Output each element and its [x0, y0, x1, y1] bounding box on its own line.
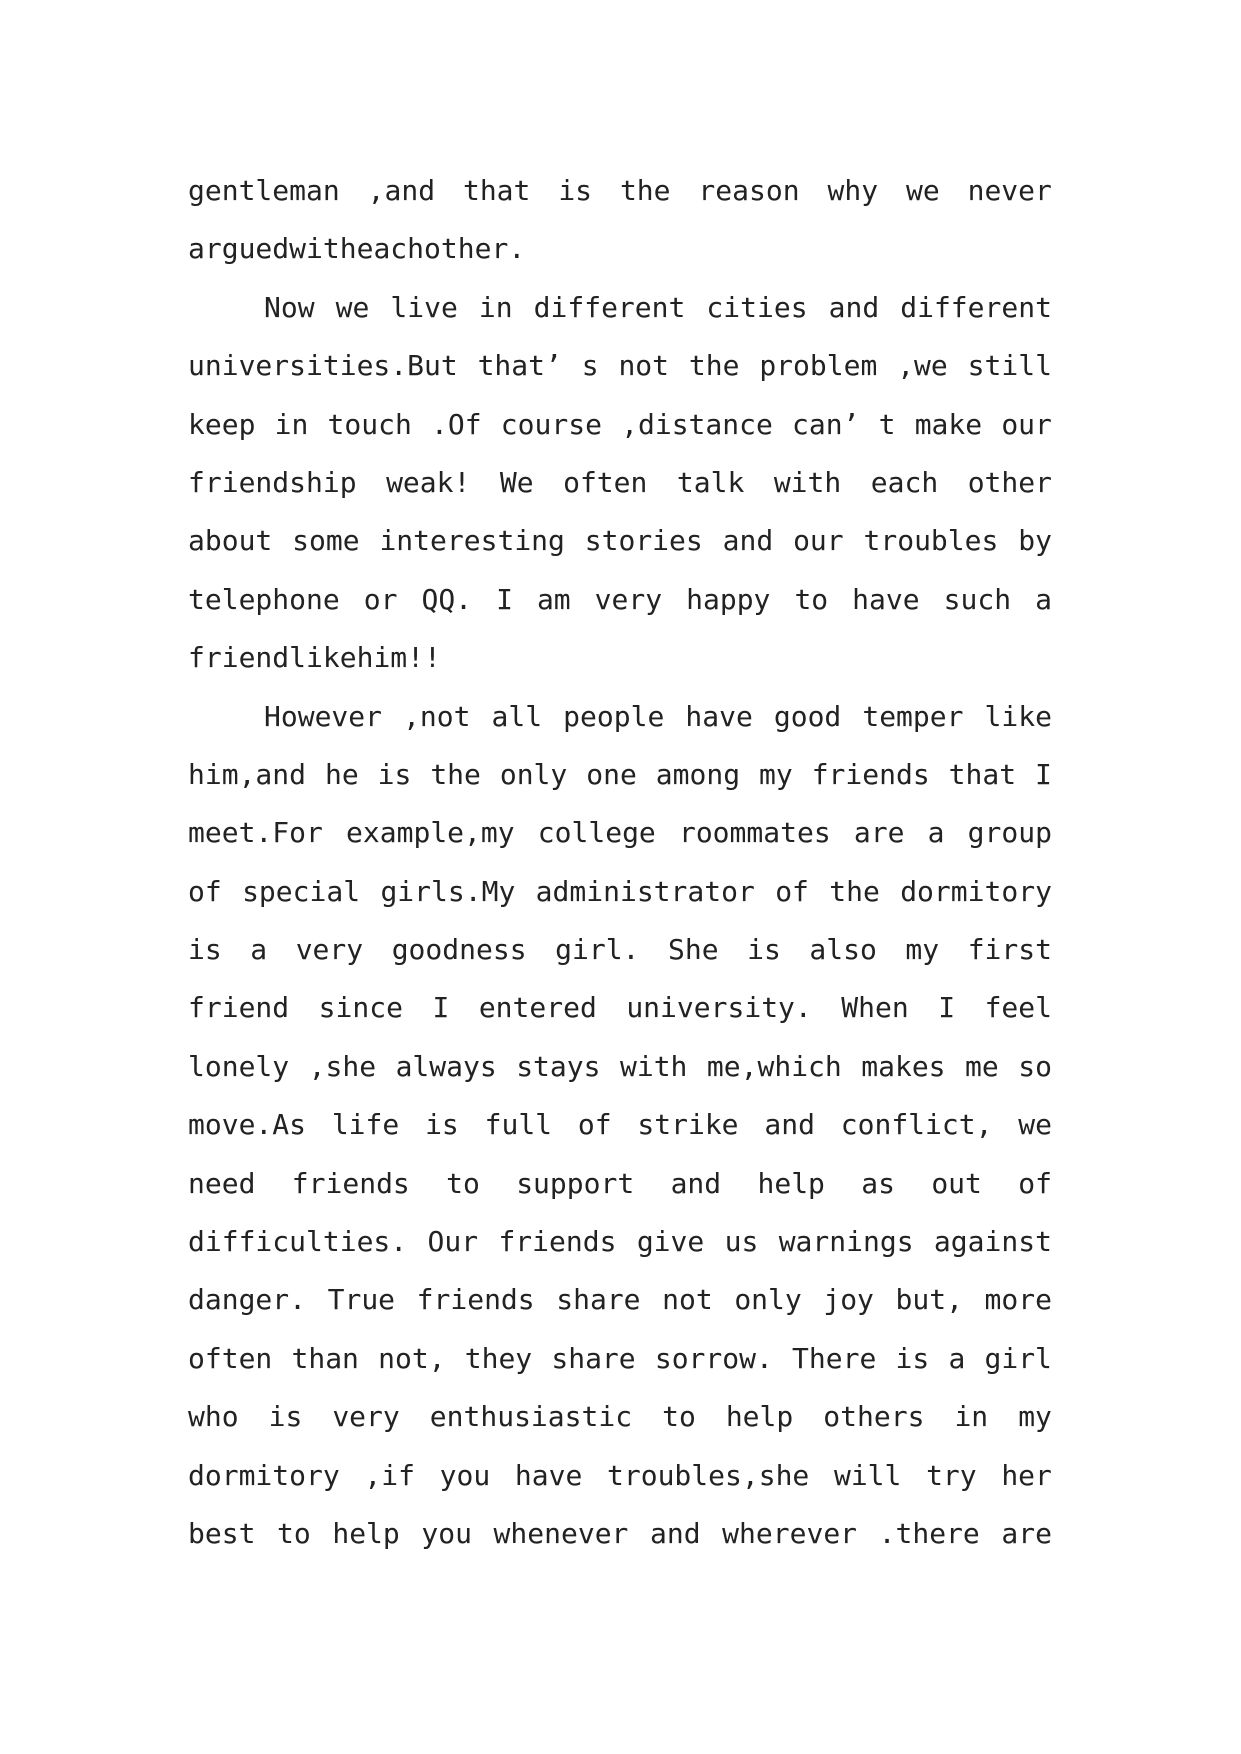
- word: like: [289, 641, 357, 675]
- word: I: [496, 582, 513, 616]
- word: stories: [584, 524, 703, 558]
- word: dormitory: [188, 1458, 340, 1492]
- word: help: [725, 1400, 794, 1434]
- word: such: [943, 582, 1012, 616]
- word: the: [430, 757, 481, 791]
- word: of: [577, 1108, 612, 1142]
- word: meet.For: [188, 816, 323, 850]
- word: they: [464, 1341, 533, 1375]
- text-line: [188, 337, 1052, 395]
- word: have: [852, 582, 920, 616]
- word: I: [432, 991, 450, 1025]
- word: why: [827, 174, 879, 207]
- word: only: [499, 757, 568, 791]
- word: QQ.: [421, 582, 473, 616]
- word: girl.: [555, 933, 640, 967]
- word: ,distance: [621, 407, 773, 441]
- word: keep: [188, 407, 256, 441]
- text-line: [188, 1038, 1052, 1096]
- word: of: [775, 874, 809, 908]
- word: girls.My: [380, 874, 516, 908]
- word: is: [188, 933, 222, 967]
- word: very: [594, 582, 663, 616]
- word: troubles,she: [607, 1458, 810, 1492]
- text-line: [188, 1447, 1052, 1505]
- word: us: [724, 1225, 759, 1259]
- word: with: [619, 1049, 688, 1083]
- word: we: [335, 290, 370, 324]
- word: problem: [759, 349, 878, 383]
- word: girl: [984, 1341, 1052, 1375]
- word: other: [967, 465, 1052, 499]
- word: I: [938, 991, 956, 1025]
- word: to: [446, 1166, 480, 1200]
- word: We: [499, 465, 534, 499]
- word: we: [1018, 1108, 1052, 1142]
- word: have: [685, 699, 753, 733]
- word: ,not: [403, 699, 471, 733]
- word: with: [773, 465, 842, 499]
- word: support: [516, 1166, 635, 1200]
- word: my: [759, 757, 793, 791]
- word: roommates: [678, 816, 831, 850]
- word: dormitory: [900, 874, 1052, 908]
- word: Our: [427, 1225, 479, 1259]
- word: enthusiastic: [429, 1400, 633, 1434]
- text-line: [188, 279, 1052, 337]
- word: difficulties.: [188, 1225, 408, 1259]
- word: interesting: [379, 524, 565, 558]
- word: is: [268, 1400, 303, 1434]
- word: help: [757, 1166, 825, 1200]
- word: example,my: [346, 816, 515, 850]
- word: gentleman: [188, 174, 340, 207]
- word: more: [984, 1283, 1052, 1317]
- word: makes: [861, 1049, 946, 1083]
- word: touch: [327, 407, 412, 441]
- word: in: [274, 407, 309, 441]
- word: Now: [264, 290, 315, 324]
- word: different: [900, 290, 1052, 324]
- word: telephone: [188, 582, 340, 616]
- word: against: [933, 1225, 1052, 1259]
- word: other: [424, 232, 509, 266]
- word: him,and: [188, 757, 307, 791]
- word: entered: [478, 991, 597, 1025]
- word: one: [586, 757, 637, 791]
- word: and: [670, 1166, 722, 1200]
- text-line: [188, 162, 1052, 220]
- word: wherever: [722, 1516, 858, 1550]
- word: whenever: [493, 1516, 629, 1550]
- word: .there: [878, 1516, 980, 1550]
- word: very: [332, 1400, 400, 1434]
- text-line: [188, 688, 1052, 746]
- word: the: [829, 874, 880, 908]
- word: me,which: [706, 1049, 842, 1083]
- word: t: [878, 407, 896, 441]
- word: all: [491, 699, 543, 733]
- word: is: [747, 933, 781, 967]
- word: out: [931, 1166, 982, 1200]
- word: about: [188, 524, 273, 558]
- word: by: [1018, 524, 1052, 558]
- word: weak!: [386, 465, 471, 499]
- word: ,if: [364, 1458, 415, 1492]
- word: ,and: [367, 174, 436, 207]
- word: and: [722, 524, 774, 558]
- word: some: [292, 524, 360, 558]
- word: our: [1001, 407, 1052, 441]
- word: often: [563, 465, 648, 499]
- word: the: [688, 349, 740, 383]
- text-line: [188, 454, 1052, 512]
- text-line: [188, 220, 1052, 278]
- word: we: [905, 174, 940, 207]
- word: administrator: [535, 874, 755, 908]
- word: course: [500, 407, 602, 441]
- word: friends: [498, 1225, 617, 1259]
- word: help: [332, 1516, 400, 1550]
- word: so: [1018, 1049, 1052, 1083]
- word: not: [662, 1283, 713, 1317]
- word: that: [948, 757, 1017, 791]
- word: is: [895, 1341, 930, 1375]
- word: temper: [862, 699, 964, 733]
- text-line: [188, 1330, 1052, 1388]
- word: or: [363, 582, 398, 616]
- word: True: [327, 1283, 396, 1317]
- word: and: [764, 1108, 815, 1142]
- word: you: [421, 1516, 472, 1550]
- word: than: [291, 1341, 359, 1375]
- text-line: [188, 1271, 1052, 1329]
- word: are: [1001, 1516, 1052, 1550]
- word: not: [618, 349, 670, 383]
- word: make: [914, 407, 983, 441]
- word: him!!: [356, 641, 441, 675]
- word: group: [967, 816, 1052, 850]
- word: who: [188, 1400, 239, 1434]
- word: strike: [637, 1108, 739, 1142]
- word: that’: [477, 349, 562, 383]
- word: friend: [188, 641, 290, 675]
- word: troubles: [863, 524, 999, 558]
- word: She: [667, 933, 719, 967]
- text-line: [188, 746, 1052, 804]
- word: stays: [516, 1049, 601, 1083]
- word: life: [331, 1108, 400, 1142]
- word: feel: [984, 991, 1052, 1025]
- text-line: [188, 1505, 1052, 1563]
- word: very: [295, 933, 364, 967]
- word: the: [619, 174, 671, 207]
- word: as: [861, 1166, 895, 1200]
- word: in: [478, 290, 513, 324]
- word: each: [870, 465, 939, 499]
- text-line: [188, 512, 1052, 570]
- text-line: [188, 804, 1052, 862]
- word: conflict,: [840, 1108, 993, 1142]
- word: different: [533, 290, 686, 324]
- word: reason: [698, 174, 800, 207]
- word: warnings: [778, 1225, 914, 1259]
- text-line: [188, 1213, 1052, 1271]
- word: joy: [823, 1283, 874, 1317]
- word: is: [377, 757, 412, 791]
- word: to: [794, 582, 829, 616]
- word: argued: [188, 232, 290, 266]
- text-line: [188, 1388, 1052, 1446]
- word: s: [581, 349, 599, 383]
- word: share: [556, 1283, 641, 1317]
- word: universities.But: [188, 349, 458, 383]
- word: sorrow.: [654, 1341, 773, 1375]
- word: college: [537, 816, 656, 850]
- word: others: [823, 1400, 925, 1434]
- word: happy: [686, 582, 771, 616]
- word: danger.: [188, 1283, 307, 1317]
- word: full: [484, 1108, 553, 1142]
- word: lonely: [188, 1049, 290, 1083]
- word: he: [324, 757, 359, 791]
- text-line: [188, 1155, 1052, 1213]
- word: my: [1018, 1400, 1052, 1434]
- word: never: [967, 174, 1052, 207]
- word: but,: [895, 1283, 963, 1317]
- word: When: [841, 991, 909, 1025]
- word: best: [188, 1516, 256, 1550]
- word: since: [318, 991, 403, 1025]
- word: to: [277, 1516, 311, 1550]
- word: university.: [626, 991, 812, 1025]
- word: that: [462, 174, 531, 207]
- word: not,: [378, 1341, 446, 1375]
- word: friendship: [188, 465, 357, 499]
- word: talk: [676, 465, 745, 499]
- word: also: [809, 933, 877, 967]
- word: friend: [188, 991, 290, 1025]
- word: However: [264, 699, 383, 733]
- word: friends: [416, 1283, 535, 1317]
- word: of: [188, 874, 222, 908]
- text-line: [188, 863, 1052, 921]
- word: ,we: [897, 349, 948, 383]
- word: .: [508, 232, 526, 266]
- word: with: [289, 232, 357, 266]
- word: will: [833, 1458, 902, 1492]
- word: cities: [706, 290, 808, 324]
- word: often: [188, 1341, 273, 1375]
- word: my: [905, 933, 940, 967]
- word: have: [514, 1458, 583, 1492]
- word: share: [551, 1341, 636, 1375]
- word: I: [1035, 757, 1052, 791]
- word: people: [563, 699, 665, 733]
- word: first: [967, 933, 1052, 967]
- word: her: [1001, 1458, 1052, 1492]
- word: can’: [792, 407, 860, 441]
- word: live: [390, 290, 458, 324]
- text-line: [188, 629, 1052, 687]
- word: only: [734, 1283, 802, 1317]
- word: in: [954, 1400, 989, 1434]
- body-text: [188, 162, 1052, 1563]
- text-line: [188, 979, 1052, 1037]
- text-line: [188, 571, 1052, 629]
- word: .Of: [431, 407, 482, 441]
- word: of: [1018, 1166, 1052, 1200]
- word: need: [188, 1166, 256, 1200]
- word: is: [558, 174, 593, 207]
- word: is: [425, 1108, 459, 1142]
- word: move.As: [188, 1108, 307, 1142]
- text-line: [188, 396, 1052, 454]
- word: you: [439, 1458, 491, 1492]
- word: give: [636, 1225, 705, 1259]
- text-line: [188, 1096, 1052, 1154]
- word: am: [536, 582, 571, 616]
- word: friends: [811, 757, 930, 791]
- word: ,she: [308, 1049, 377, 1083]
- word: There: [792, 1341, 877, 1375]
- word: always: [395, 1049, 497, 1083]
- word: each: [356, 232, 425, 266]
- word: good: [773, 699, 842, 733]
- word: are: [853, 816, 905, 850]
- word: goodness: [391, 933, 527, 967]
- word: to: [662, 1400, 696, 1434]
- word: try: [926, 1458, 977, 1492]
- text-line: [188, 921, 1052, 979]
- word: a: [1035, 582, 1052, 616]
- word: among: [655, 757, 741, 791]
- word: our: [793, 524, 844, 558]
- word: me: [965, 1049, 999, 1083]
- word: special: [242, 874, 361, 908]
- word: friends: [291, 1166, 410, 1200]
- word: and: [650, 1516, 701, 1550]
- word: still: [967, 349, 1052, 383]
- word: a: [250, 933, 268, 967]
- word: a: [927, 816, 945, 850]
- word: a: [948, 1341, 966, 1375]
- word: and: [828, 290, 880, 324]
- word: like: [984, 699, 1052, 733]
